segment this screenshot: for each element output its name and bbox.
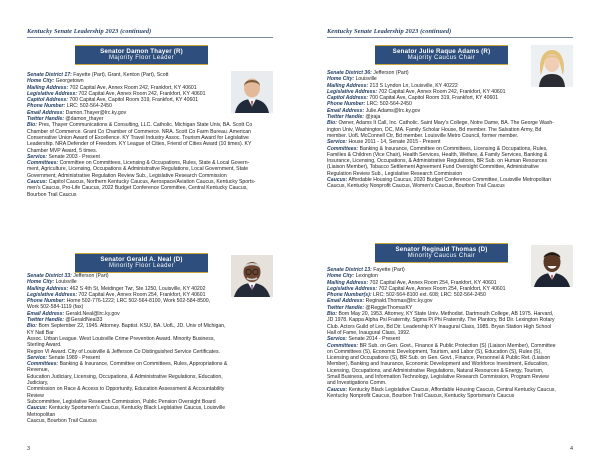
senator-role: Minority Floor Leader bbox=[108, 263, 175, 269]
committees-line: BR Sub. on Gen. Govt., Finance & Public Protection (S) (Liaison Member), Committee bbox=[359, 342, 556, 349]
title-bar-thomas bbox=[375, 243, 508, 263]
caucus-line: Capitol Caucus, Northern Kentucky Caucus, Aerospace/Aviation Caucus, Kentucky Sports- bbox=[48, 179, 256, 186]
mailing-value: 702 Capital Ave, Annex Room 254, Frankfort, KY 40601 bbox=[369, 279, 497, 286]
entry-thayer bbox=[27, 42, 273, 264]
running-head-left: Kentucky Senate Leadership 2023 (continued) bbox=[27, 28, 273, 37]
label: Capitol Address: bbox=[327, 95, 368, 102]
twitter-link[interactable]: @ReggieThomasKY bbox=[365, 304, 413, 311]
entry-adams bbox=[327, 42, 573, 240]
label: Home City: bbox=[27, 78, 55, 85]
committees-line: Committee on Committees, Licensing & Occupations, Rules, State & Local Govern- bbox=[59, 160, 250, 167]
label: Email Address: bbox=[327, 107, 365, 114]
title-bar-thayer bbox=[75, 45, 208, 65]
running-head-right: Kentucky Senate Leadership 2023 (continued) bbox=[327, 28, 573, 37]
title-bar-adams bbox=[375, 45, 508, 65]
label: Caucus: bbox=[327, 177, 348, 184]
title-bar-neal bbox=[75, 253, 208, 273]
committees-line: Licensing and Occupations (S), BR Sub. on Gen. Govt., Finance, Personnel & Public Ret. (Liaison bbox=[327, 355, 551, 362]
label: Senate District 13: bbox=[327, 267, 372, 273]
senator-name: Senator Reginald Thomas (D) bbox=[395, 245, 488, 253]
committees-line: Subcommittee, Legislative Research Commission, Public Pension Oversight Board bbox=[27, 398, 216, 405]
district-value: Jefferson (Part) bbox=[73, 273, 109, 279]
capitol-value: 700 Capital Ave, Capitol Room 319, Frankfort, KY 40601 bbox=[369, 95, 499, 102]
committees-line: (Liaison Member), Tobacco Settlement Agreement Fund Oversight Committee, Administrative bbox=[327, 164, 539, 171]
page-number-right: 4 bbox=[569, 446, 573, 452]
right-page bbox=[300, 0, 600, 463]
label: Service: bbox=[327, 336, 348, 343]
senator-name: Senator Julie Raque Adams (R) bbox=[392, 47, 491, 55]
senator-role: Minority Caucus Chair bbox=[407, 253, 476, 259]
label: Mailing Address: bbox=[327, 82, 369, 89]
label: Email Address: bbox=[27, 109, 65, 116]
senator-role: Majority Floor Leader bbox=[108, 55, 175, 61]
home-value: Louisville bbox=[355, 76, 377, 83]
district-value: Fayette (Part), Grant, Kenton (Part), Scott bbox=[73, 72, 169, 78]
label: Legislative Address: bbox=[327, 285, 378, 292]
capitol-value: 700 Capital Ave, Capitol Room 319, Frankfort, KY 40601 bbox=[69, 97, 199, 104]
phone-value: Home 502-776-1222; LRC 502-564-8100, Work 502-584-8500, bbox=[66, 298, 211, 305]
bio-line: Born September 22, 1945. Attorney. Baptist. KSU, BA. UofL, JD. Univ of Michigan, KY Natl Bar bbox=[27, 323, 226, 336]
email-link[interactable]: Reginald.Thomas@lrc.ky.gov bbox=[365, 298, 433, 305]
committees-line: Banking & Insurance, Committee on Committees, Licensing & Occupations, Rules, bbox=[359, 145, 548, 152]
label: Phone Number(s): bbox=[327, 292, 372, 299]
label: Twitter Handle: bbox=[327, 304, 364, 311]
label: Service: bbox=[327, 139, 348, 146]
thayer-details bbox=[27, 72, 273, 198]
twitter-link[interactable]: @jraja bbox=[365, 114, 381, 121]
legislative-value: 702 Capital Ave, Annex Room 242, Frankfort, KY 40601 bbox=[378, 88, 506, 95]
mailing-value: 462 S 4th St, Meidinger Twr, Ste 1250, Louisville, KY 40202 bbox=[69, 285, 206, 292]
label: Service: bbox=[27, 354, 48, 361]
label: Mailing Address: bbox=[27, 285, 69, 292]
committees-line: Government, Administrative Regulation Review Sub., Legislative Research Commission bbox=[27, 172, 227, 179]
caucus-line: men's Caucus, Pro-Life Caucus, 2022 Budget Conference Committee, Central Kentucky Caucus, bbox=[27, 185, 248, 192]
label: Committees: bbox=[27, 361, 59, 368]
bio-line: Hall of Fame, Inaugural Class, 1992. bbox=[327, 329, 411, 336]
label: Home City: bbox=[327, 76, 355, 83]
committees-line: Education Judiciary, Licensing, Occupations, & Administrative Regulations, Education, Judiciary, bbox=[27, 373, 223, 387]
bio-line: Assoc. Urban League. West Louisville Crime Prevention Award. Minority Business, Sterling Award. bbox=[27, 335, 215, 349]
phone-value: Work 502-584-1119 (fax) bbox=[27, 304, 84, 311]
entry-neal bbox=[27, 250, 273, 450]
service-value: Senate 2014 - Present bbox=[348, 336, 400, 343]
bio-line: Leadership. NRA Defender of Freedom. KY League of Cities, Friend of Cities Award (10 times). KY bbox=[27, 141, 252, 148]
caucus-line: Affordable Housing Caucus, 2020 Budget Conference Committee, Louisville Metropolitan bbox=[348, 177, 551, 184]
label: Bio: bbox=[27, 122, 37, 129]
label: Bio: bbox=[327, 120, 337, 127]
label: Caucus: bbox=[27, 405, 48, 412]
committees-line: on Committees (S), Economic Development, Tourism, and Labor (S), Education (S), Rules (S), bbox=[327, 348, 542, 355]
page-number-left: 3 bbox=[27, 446, 31, 452]
committees-line: Regulation Review Sub., Legislative Research Commission bbox=[327, 170, 463, 177]
caucus-line: Kentucky Nonprofit Caucus, Bourbon Trail Caucus, Kentucky Sportsman's Caucus bbox=[327, 392, 515, 399]
legislative-value: 702 Capital Ave, Annex Room 254, Frankfort, KY 40601 bbox=[378, 285, 506, 292]
label: Twitter Handle: bbox=[27, 116, 64, 123]
label: Twitter Handle: bbox=[327, 114, 364, 121]
label: Phone Number: bbox=[327, 101, 366, 108]
label: Capitol Address: bbox=[27, 97, 68, 104]
bio-line: Club. Actors Guild of Lex, Bd Dir. Leadership KY Inaugural Class, 1985. Bryan Station High School bbox=[327, 323, 552, 330]
entry-thomas bbox=[327, 240, 573, 455]
label: Twitter Handle: bbox=[27, 317, 64, 324]
mailing-value: 213 S Lyndon Ln, Louisville, KY 40222 bbox=[369, 82, 458, 89]
caucus-line: Caucus, Kentucky Nonprofit Caucus, Women's Caucus, Bourbon Trail Caucus bbox=[327, 183, 505, 190]
label: Home City: bbox=[327, 273, 355, 280]
label: Committees: bbox=[327, 145, 359, 152]
legislative-value: 702 Capital Ave, Annex Room 242, Frankfort, KY 40601 bbox=[78, 90, 206, 97]
committees-line: Licensing, Occupations, and Administrative Regulations, Natural Resources & Energy, Tourism, bbox=[327, 367, 544, 374]
label: Committees: bbox=[27, 160, 59, 167]
bio-line: Region VI Award. City of Louisville & Jefferson Co Distinguished Service Certificates. bbox=[27, 348, 220, 355]
email-link[interactable]: Julie.Adams@lrc.ky.gov bbox=[365, 107, 421, 114]
label: Home City: bbox=[27, 279, 55, 286]
label: Senate District 33: bbox=[27, 273, 72, 279]
caucus-line: Kentucky Black Legislative Caucus, Affordable Housing Caucus, Central Kentucky Caucus, bbox=[348, 386, 556, 393]
label: Email Address: bbox=[27, 310, 65, 317]
senator-name: Senator Gerald A. Neal (D) bbox=[100, 255, 183, 263]
caucus-line: Kentucky Sportsmen's Caucus, Kentucky Black Legislative Caucus, Louisville Metropolitan bbox=[27, 405, 226, 418]
committees-line: and Investigations Comm. bbox=[327, 380, 387, 387]
district-value: Fayette (Part) bbox=[373, 267, 405, 273]
label: Legislative Address: bbox=[27, 291, 78, 298]
email-link[interactable]: Damon.Thayer@lrc.ky.gov bbox=[65, 109, 127, 116]
bio-line: Born May 20, 1953. Attorney, KY State Univ. Methodist. Dartmouth College, AB 1975. Harvard, bbox=[338, 311, 554, 318]
label: Phone Number: bbox=[27, 298, 66, 305]
legislative-value: 702 Capital Ave, Annex Room 254, Frankfort, KY 40601 bbox=[78, 291, 206, 298]
service-value: Senate 2003 - Present bbox=[48, 153, 100, 160]
bio-line: JD 1978. Kappa Alpha Psi Fraternity. Sigma Pi Phi Fraternity. The Plantory, Bd Dir. Lexington Rotary bbox=[327, 317, 555, 324]
label: Bio: bbox=[27, 323, 37, 330]
label: Legislative Address: bbox=[327, 88, 378, 95]
service-value: Senate 1989 - Present bbox=[48, 354, 100, 361]
bio-line: Owner, Adams It Call, Inc. Catholic. Saint Mary's College, Notre Dame, BA. The George Wash- bbox=[338, 120, 554, 127]
email-link[interactable]: Gerald.Neal@lrc.ky.gov bbox=[65, 310, 120, 317]
home-value: Louisville bbox=[55, 279, 77, 286]
neal-details-top bbox=[27, 273, 229, 424]
phone-value: LRC: 502-564-2450 bbox=[366, 101, 412, 108]
caucus-line: Bourbon Trail Caucus bbox=[27, 191, 77, 198]
senator-name: Senator Damon Thayer (R) bbox=[100, 47, 183, 55]
mailing-value: 702 Capital Ave, Annex Room 242, Frankfort, KY 40601 bbox=[69, 84, 197, 91]
bio-line: Conservative Union Award of Excellence. KY Travel Industry Assoc. Tourism Award for Legislative bbox=[27, 134, 249, 141]
label: Mailing Address: bbox=[327, 279, 369, 286]
bio-line: Pres, Thayer Communications & Consulting, LLC. Catholic. Michigan State Univ, BA. Scott Co bbox=[38, 122, 253, 129]
label: Caucus: bbox=[327, 386, 348, 393]
label: Bio: bbox=[327, 311, 337, 318]
committees-line: Insurance, Licensing, Occupations, & Administrative Regulations, BR Sub. on Human Resources bbox=[327, 158, 548, 165]
label: Committees: bbox=[327, 342, 359, 349]
label: Legislative Address: bbox=[27, 90, 78, 97]
label: Phone Number: bbox=[27, 103, 66, 110]
label: Senate District 17: bbox=[27, 72, 72, 78]
label: Email Address: bbox=[327, 298, 365, 305]
label: Caucus: bbox=[27, 179, 48, 186]
phone-value: LRC: 502-564-2450 bbox=[66, 103, 112, 110]
committees-line: Banking & Insurance, Committee on Committees, Rules, Appropriations & Revenue, bbox=[27, 361, 228, 374]
twitter-link[interactable]: @GeraldNeal33 bbox=[65, 317, 103, 324]
district-value: Jefferson (Part) bbox=[373, 70, 409, 76]
committees-line: Member), Banking and Insurance, Economic Development and Workforce Investment, Education, bbox=[327, 361, 549, 368]
committees-line: ment, Agriculture, Licensing, Occupations & Administrative Regulations, Local Government, State bbox=[27, 166, 249, 173]
service-value: House 2011 - 14, Senate 2015 - Present bbox=[348, 139, 441, 146]
thomas-details bbox=[327, 267, 573, 399]
bio-line: Chamber MVP Award, 5 times. bbox=[27, 147, 98, 154]
caucus-line: Caucus, Bourbon Trail Caucus bbox=[27, 417, 97, 424]
committees-line: Commission on Race & Access to Opportunity, Education Assessment & Accountability Review bbox=[27, 386, 225, 399]
committees-line: Small Business, and Information Technology, Legislative Research Commission, Program Review bbox=[327, 374, 549, 381]
senator-role: Majority Caucus Chair bbox=[407, 55, 476, 61]
portrait-man-glasses-icon bbox=[231, 255, 273, 297]
twitter-link[interactable]: @damon_thayer bbox=[65, 116, 104, 123]
neal-photo bbox=[231, 255, 273, 297]
bio-line: ington Univ, Washington, DC, MA. Family Scholar House, Bd member. The Salvation Army, Bd bbox=[327, 126, 542, 133]
committees-line: Families & Children (Vice Chair), Health Services, Health, Welfare, & Family Services, Banking & bbox=[327, 151, 548, 158]
label: Service: bbox=[27, 153, 48, 160]
adams-details bbox=[327, 70, 573, 190]
phone-value: LRC: 502-564-8100 ext. 608; LRC: 502-564-2450 bbox=[373, 292, 486, 299]
bio-line: Chamber of Commerce. Grant Co Chamber of Commerce. NRA. Scott Co Farm Bureau. American bbox=[27, 128, 251, 135]
home-value: Georgetown bbox=[55, 78, 84, 85]
home-value: Lexington bbox=[355, 273, 378, 280]
label: Senate District 36: bbox=[327, 70, 372, 76]
bio-line: member. UofL McConnell Ctr, Bd member. Louisville Metro Council, former member. bbox=[327, 132, 519, 139]
label: Mailing Address: bbox=[27, 84, 69, 91]
